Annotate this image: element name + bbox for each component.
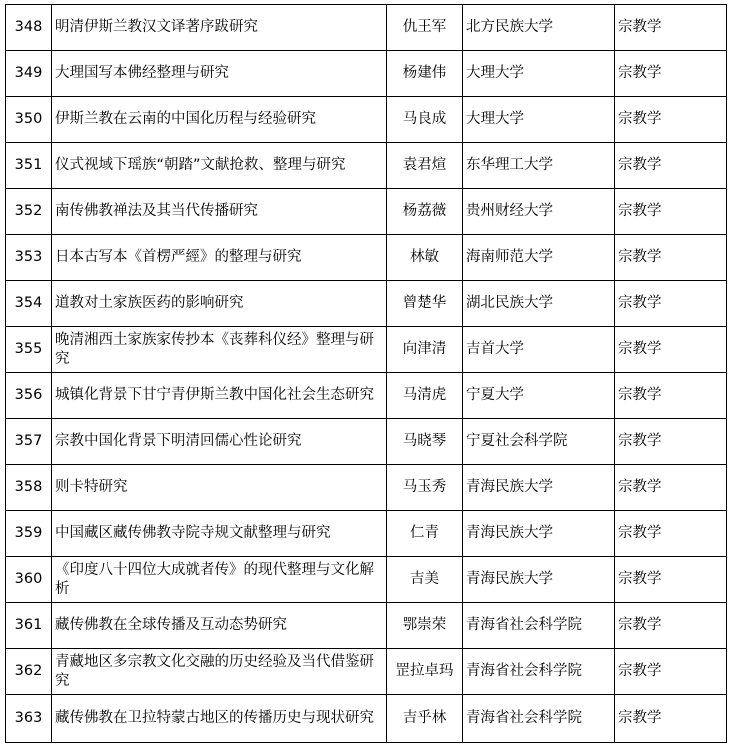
institution: 海南师范大学 — [463, 235, 615, 281]
table-row — [6, 51, 727, 97]
institution: 青海省社会科学院 — [463, 649, 615, 695]
table-row — [6, 557, 727, 603]
principal-investigator: 罡拉卓玛 — [387, 649, 463, 695]
principal-investigator: 吉乎林 — [387, 695, 463, 743]
row-number: 360 — [6, 557, 52, 603]
principal-investigator: 向津清 — [387, 327, 463, 373]
row-number: 361 — [6, 603, 52, 649]
project-title: 中国藏区藏传佛教寺院寺规文献整理与研究 — [52, 511, 387, 557]
row-number: 348 — [6, 5, 52, 51]
discipline: 宗教学 — [615, 603, 727, 649]
institution: 青海民族大学 — [463, 511, 615, 557]
discipline: 宗教学 — [615, 511, 727, 557]
institution: 贵州财经大学 — [463, 189, 615, 235]
discipline: 宗教学 — [615, 5, 727, 51]
principal-investigator: 杨荔薇 — [387, 189, 463, 235]
principal-investigator: 袁君煊 — [387, 143, 463, 189]
discipline: 宗教学 — [615, 419, 727, 465]
table-row — [6, 5, 727, 51]
institution: 吉首大学 — [463, 327, 615, 373]
principal-investigator: 马良成 — [387, 97, 463, 143]
project-title: 仪式视域下瑶族“朝踏”文献抢救、整理与研究 — [52, 143, 387, 189]
institution: 东华理工大学 — [463, 143, 615, 189]
row-number: 353 — [6, 235, 52, 281]
table-row — [6, 97, 727, 143]
row-number: 350 — [6, 97, 52, 143]
discipline: 宗教学 — [615, 189, 727, 235]
table-row — [6, 373, 727, 419]
project-title: 南传佛教禅法及其当代传播研究 — [52, 189, 387, 235]
project-title: 宗教中国化背景下明清回儒心性论研究 — [52, 419, 387, 465]
table-row — [6, 327, 727, 373]
principal-investigator: 马玉秀 — [387, 465, 463, 511]
row-number: 349 — [6, 51, 52, 97]
institution: 宁夏社会科学院 — [463, 419, 615, 465]
principal-investigator: 仁青 — [387, 511, 463, 557]
table-row — [6, 189, 727, 235]
principal-investigator: 吉美 — [387, 557, 463, 603]
discipline: 宗教学 — [615, 97, 727, 143]
institution: 宁夏大学 — [463, 373, 615, 419]
project-title: 大理国写本佛经整理与研究 — [52, 51, 387, 97]
row-number: 356 — [6, 373, 52, 419]
project-title: 伊斯兰教在云南的中国化历程与经验研究 — [52, 97, 387, 143]
project-title: 则卡特研究 — [52, 465, 387, 511]
project-title: 明清伊斯兰教汉文译著序跋研究 — [52, 5, 387, 51]
project-title: 城镇化背景下甘宁青伊斯兰教中国化社会生态研究 — [52, 373, 387, 419]
project-title: 晚清湘西土家族家传抄本《丧葬科仪经》整理与研究 — [52, 327, 387, 373]
principal-investigator: 马晓琴 — [387, 419, 463, 465]
principal-investigator: 马清虎 — [387, 373, 463, 419]
project-list-table — [5, 4, 727, 743]
institution: 青海省社会科学院 — [463, 603, 615, 649]
institution: 青海民族大学 — [463, 465, 615, 511]
row-number: 363 — [6, 695, 52, 743]
discipline: 宗教学 — [615, 557, 727, 603]
discipline: 宗教学 — [615, 51, 727, 97]
project-title: 道教对土家族医药的影响研究 — [52, 281, 387, 327]
row-number: 362 — [6, 649, 52, 695]
project-title: 藏传佛教在卫拉特蒙古地区的传播历史与现状研究 — [52, 695, 387, 743]
principal-investigator: 杨建伟 — [387, 51, 463, 97]
row-number: 357 — [6, 419, 52, 465]
table-row — [6, 465, 727, 511]
table-row — [6, 281, 727, 327]
principal-investigator: 鄂崇荣 — [387, 603, 463, 649]
discipline: 宗教学 — [615, 235, 727, 281]
project-title: 《印度八十四位大成就者传》的现代整理与文化解析 — [52, 557, 387, 603]
discipline: 宗教学 — [615, 281, 727, 327]
table-row — [6, 143, 727, 189]
principal-investigator: 曾楚华 — [387, 281, 463, 327]
row-number: 359 — [6, 511, 52, 557]
discipline: 宗教学 — [615, 373, 727, 419]
row-number: 351 — [6, 143, 52, 189]
discipline: 宗教学 — [615, 143, 727, 189]
table-row — [6, 235, 727, 281]
principal-investigator: 仇王军 — [387, 5, 463, 51]
discipline: 宗教学 — [615, 327, 727, 373]
discipline: 宗教学 — [615, 649, 727, 695]
table-row — [6, 511, 727, 557]
row-number: 355 — [6, 327, 52, 373]
project-title: 藏传佛教在全球传播及互动态势研究 — [52, 603, 387, 649]
discipline: 宗教学 — [615, 695, 727, 743]
project-title: 青藏地区多宗教文化交融的历史经验及当代借鉴研究 — [52, 649, 387, 695]
discipline: 宗教学 — [615, 465, 727, 511]
institution: 湖北民族大学 — [463, 281, 615, 327]
row-number: 354 — [6, 281, 52, 327]
institution: 大理大学 — [463, 51, 615, 97]
institution: 青海民族大学 — [463, 557, 615, 603]
institution: 北方民族大学 — [463, 5, 615, 51]
table-row — [6, 603, 727, 649]
table-row — [6, 419, 727, 465]
row-number: 358 — [6, 465, 52, 511]
table-row — [6, 649, 727, 695]
row-number: 352 — [6, 189, 52, 235]
institution: 青海省社会科学院 — [463, 695, 615, 743]
project-title: 日本古写本《首楞严經》的整理与研究 — [52, 235, 387, 281]
table-row — [6, 695, 727, 743]
principal-investigator: 林敏 — [387, 235, 463, 281]
institution: 大理大学 — [463, 97, 615, 143]
